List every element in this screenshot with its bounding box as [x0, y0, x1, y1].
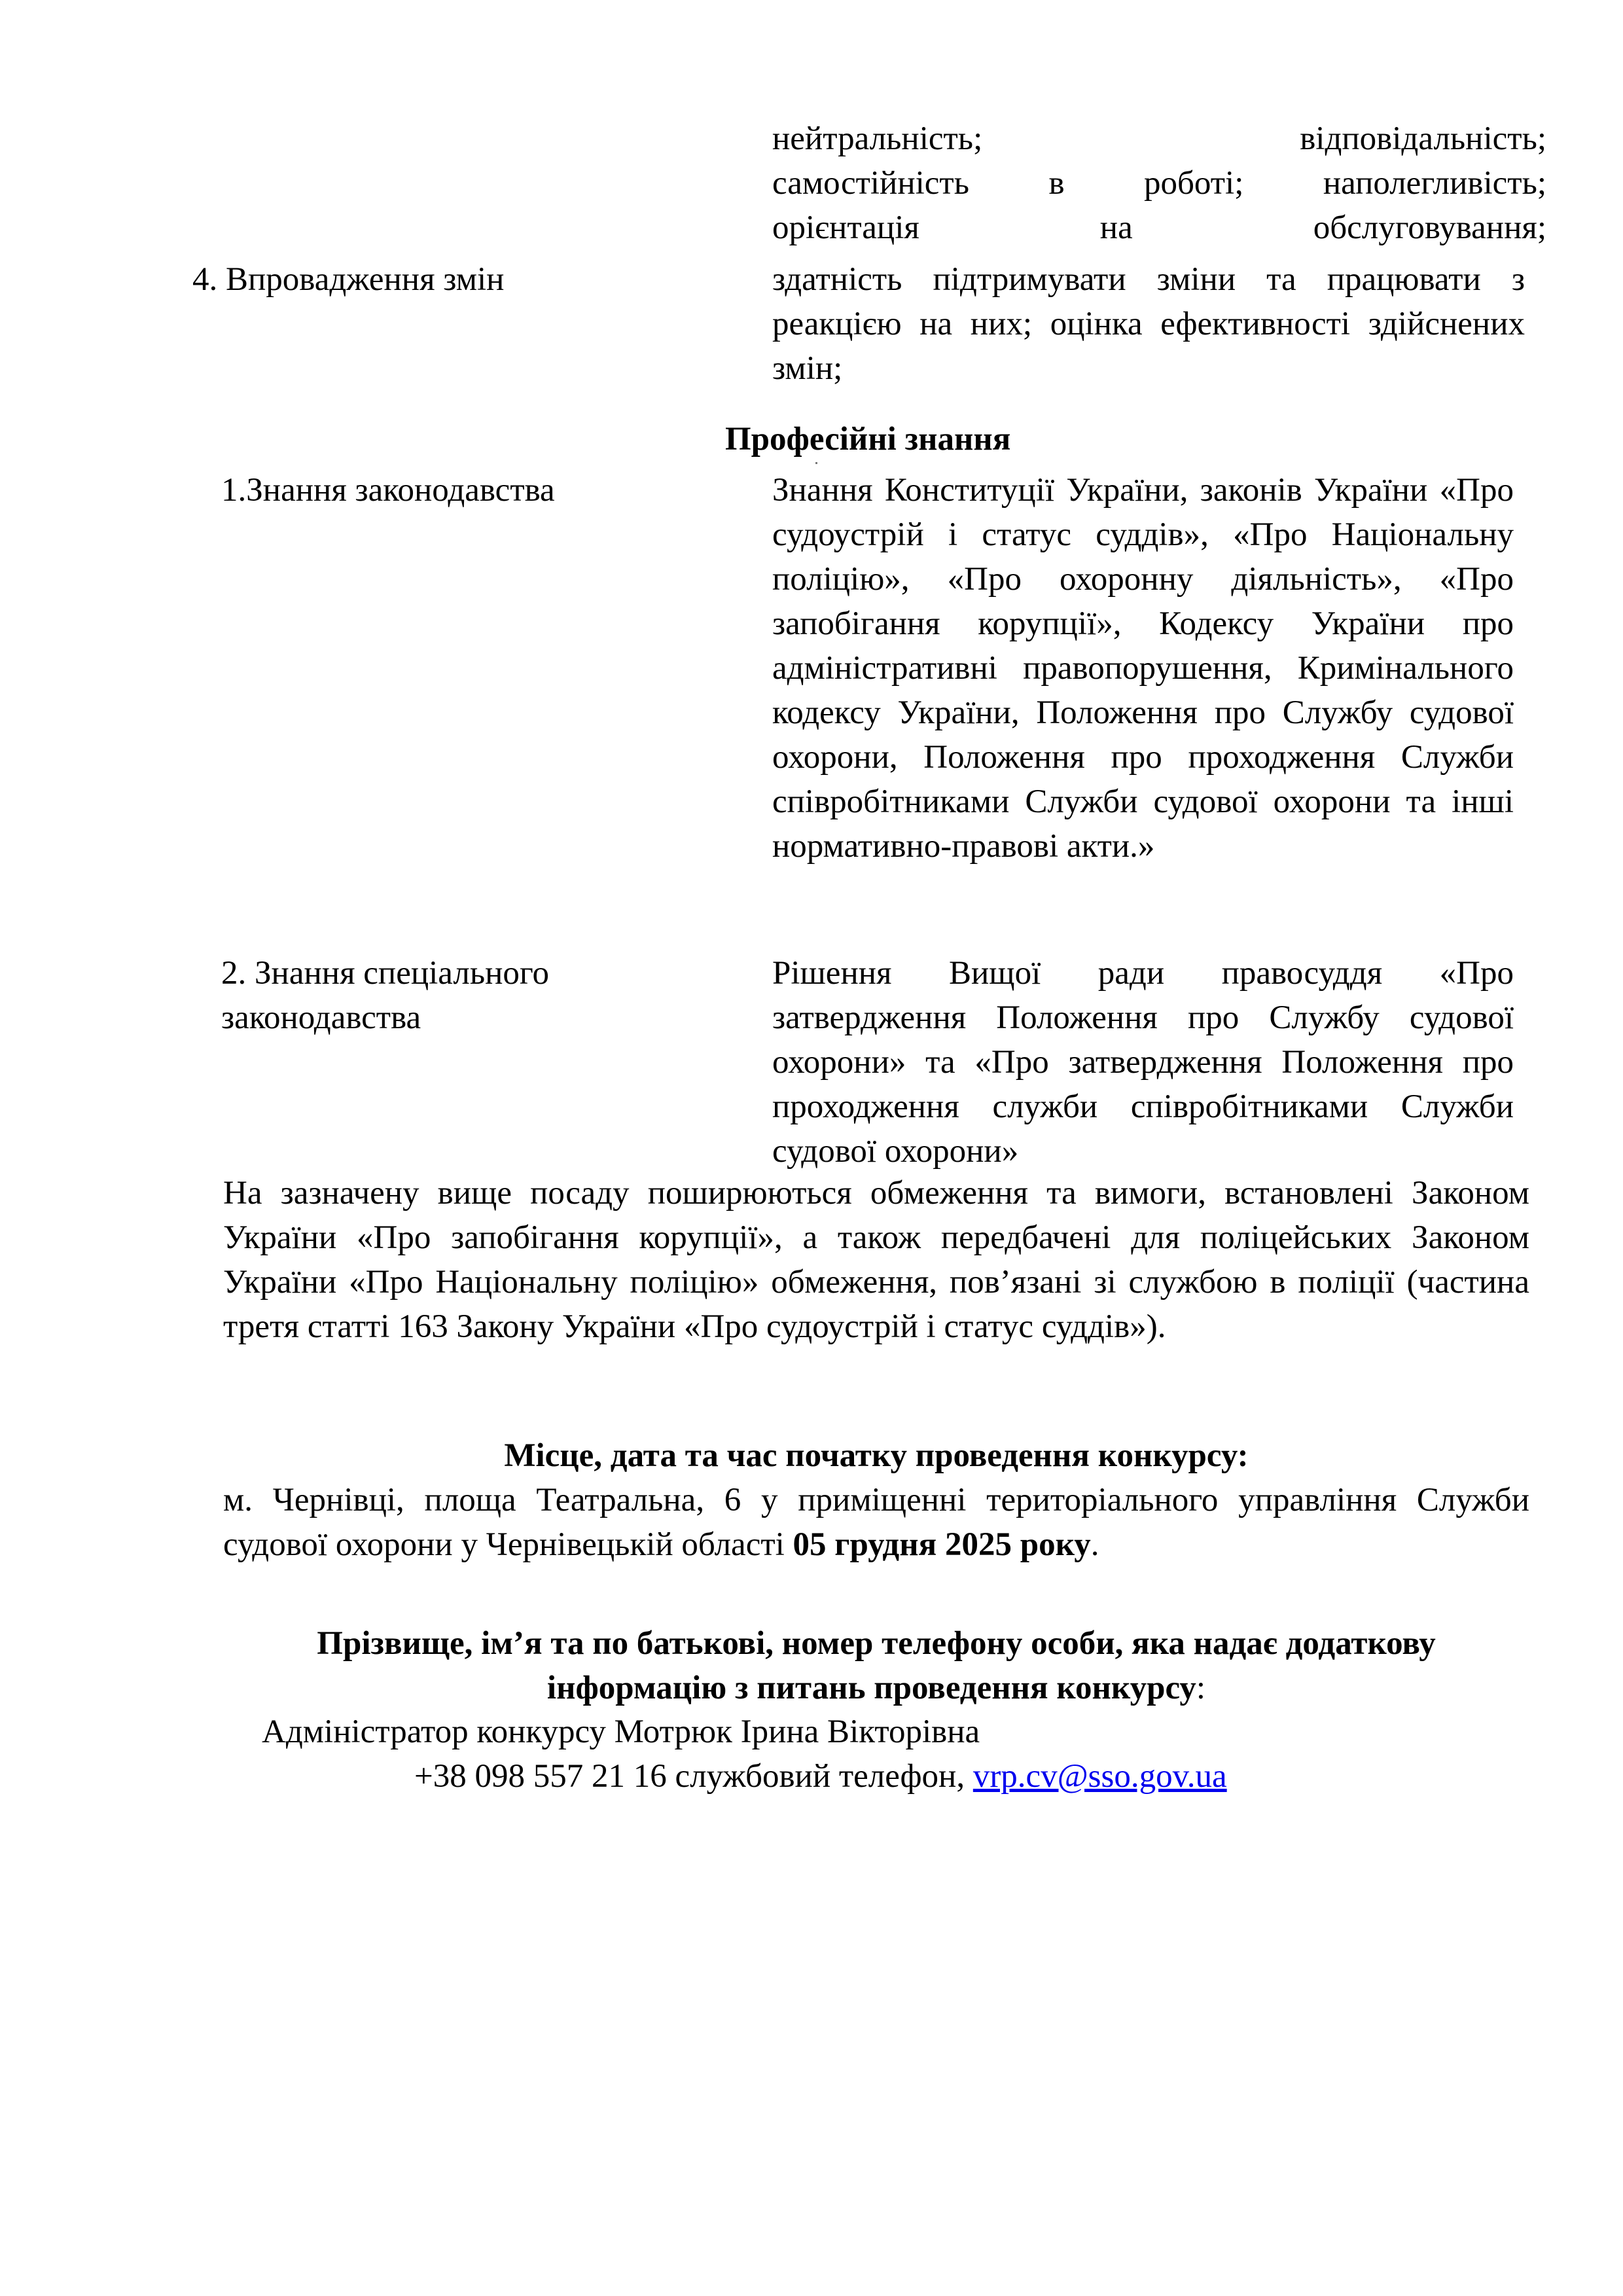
contact-phone-line [414, 1754, 1227, 1799]
contact-heading-line-1: Прізвище, ім’я та по батькові, номер телефону особи, яка надає додаткову [317, 1625, 1436, 1662]
knowledge-1-description: Знання Конституції України, законів України «Про судоустрій і статус суддів», «Про Національну поліцію», «Про охоронну діяльність», «Про запобігання корупції», Кодексу України про адміністративні правопорушення, Кримінального кодексу України, Положення про Службу судової охорони, Положення про проходження Служби співробітниками Служби судової охорони та інші нормативно-правові акти.» [772, 472, 1514, 865]
venue-text: м. Чернівці, площа Театральна, 6 у приміщенні територіального управління Служби судової охорони у Чернівецькій області [223, 1482, 1529, 1563]
professional-knowledge-heading: Професійні знання [725, 421, 1011, 457]
venue-date: 05 грудня 2025 року [793, 1526, 1091, 1563]
knowledge-2-label-line-2: законодавства [221, 999, 421, 1036]
contact-heading-colon: : [1196, 1670, 1206, 1706]
competency-4-description: здатність підтримувати зміни та працювати з реакцією на них; оцінка ефективності здійснених змін; [772, 261, 1525, 387]
contact-phone: +38 098 557 21 16 службовий телефон, [414, 1758, 973, 1795]
competencies-line-1: нейтральність; відповідальність; [772, 120, 1546, 157]
competency-4-label: 4. Впровадження змін [192, 261, 505, 298]
venue-paragraph [223, 1478, 1529, 1567]
knowledge-2-label-line-1: 2. Знання спеціального [221, 955, 550, 992]
venue-end-punct: . [1090, 1526, 1099, 1563]
competencies-line-3: орієнтація на обслуговування; [772, 209, 1546, 246]
contact-heading-line-2 [223, 1666, 1529, 1710]
scan-speck [815, 462, 817, 464]
competencies-line-2: самостійність в роботі; наполегливість; [772, 165, 1546, 202]
knowledge-1-label: 1.Знання законодавства [221, 472, 555, 509]
restrictions-paragraph: На зазначену вище посаду поширюються обмеження та вимоги, встановлені Законом України «Про запобігання корупції», а також передбачені для поліцейських Законом України «Про Національну поліцію» обмеження, пов’язані зі службою в поліції (частина третя статті 163 Закону України «Про судоустрій і статус суддів»). [223, 1175, 1529, 1345]
venue-heading: Місце, дата та час початку проведення конкурсу: [504, 1437, 1249, 1474]
contact-heading-line-2-text: інформацію з питань проведення конкурсу [546, 1670, 1196, 1706]
knowledge-2-description: Рішення Вищої ради правосуддя «Про затвердження Положення про Службу судової охорони» та «Про затвердження Положення про проходження служби співробітниками Служби судової охорони» [772, 955, 1514, 1170]
contact-administrator: Адміністратор конкурсу Мотрюк Ірина Вікторівна [262, 1713, 980, 1750]
contact-email-link[interactable]: vrp.cv@sso.gov.ua [972, 1758, 1227, 1795]
